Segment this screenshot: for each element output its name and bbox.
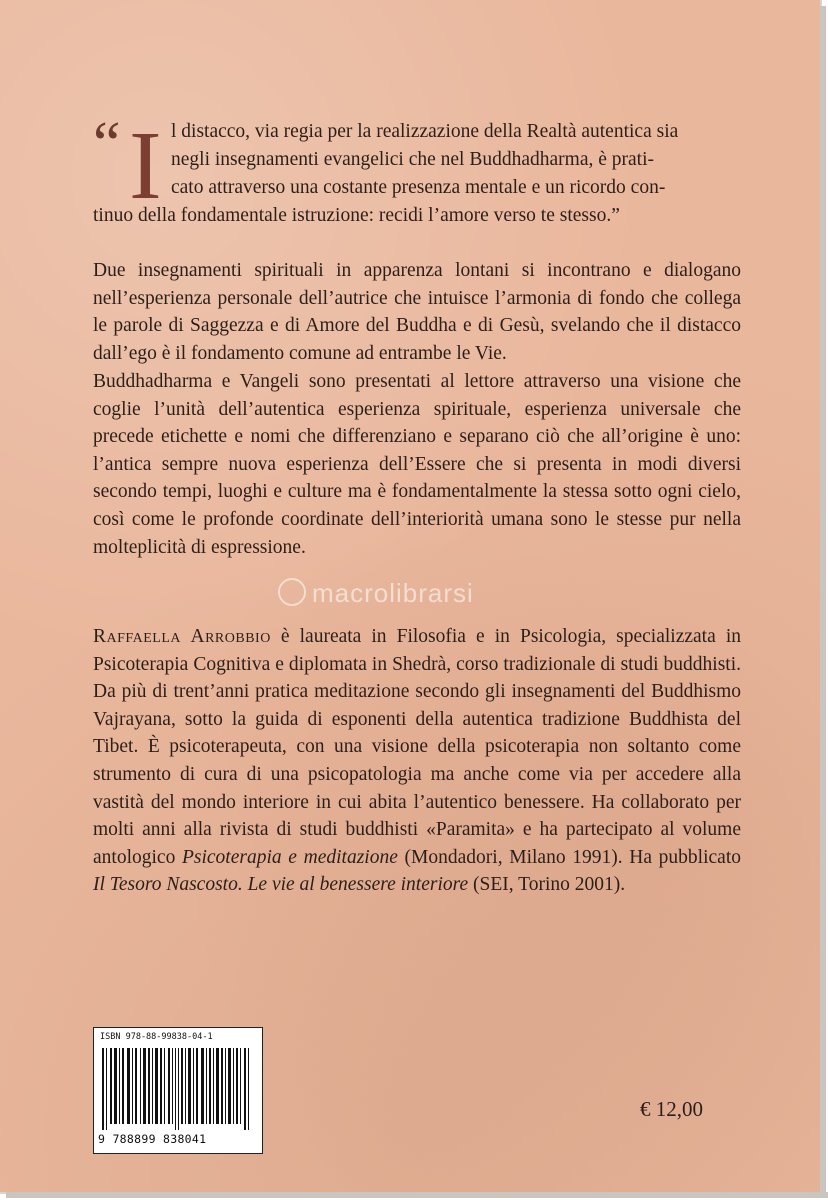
price-label: € 12,00 <box>640 1097 703 1121</box>
quote-line: negli insegnamenti evangelici che nel Buddhadharma, è prati- <box>171 149 654 170</box>
bio-text: (Mondadori, Milano 1991). Ha pubblicato <box>397 846 741 868</box>
description-paragraph-2: Buddhadharma e Vangeli sono presentati al lettore attraverso una visione che coglie l’unità dell’autentica esperienza spirituale, esperienza universale che precede etichette e nomi che differenziano e separano ciò che all’origine è uno: l’antica sempre nuova esperienza dell’Essere che si presenta in modi diversi secondo tempi, luoghi e culture ma è fondamentalmente la stessa sotto ogni cielo, così come le profonde coordinate dell’interiorità umana sono le stesse pur nella molteplicità di espressione. <box>93 371 741 558</box>
quote-line: cato attraverso una costante presenza mentale e un ricordo con- <box>171 177 666 198</box>
author-bio <box>93 623 741 899</box>
drop-cap-letter: I <box>129 112 162 220</box>
book-title-1: Psicoterapia e meditazione <box>181 846 398 868</box>
bio-text: (SEI, Torino 2001). <box>468 874 626 896</box>
cover-shadow-bottom <box>6 1192 828 1198</box>
quote-line: tinuo della fondamentale istruzione: recidi l’amore verso te stesso.” <box>93 205 620 226</box>
opening-quote-mark: “ <box>93 110 121 178</box>
watermark-text: macrolibrarsi <box>312 578 474 608</box>
watermark <box>278 578 474 609</box>
isbn-label: ISBN 978-88-99838-04-1 <box>100 1032 213 1042</box>
isbn-barcode <box>93 1027 263 1154</box>
cover-shadow-right <box>820 6 826 1198</box>
barcode-digits: 9 788899 838041 <box>98 1132 207 1146</box>
barcode-bars <box>102 1048 252 1130</box>
watermark-logo-icon <box>278 578 306 606</box>
quote-line: l distacco, via regia per la realizzazione della Realtà autentica sia <box>171 121 679 142</box>
description-paragraph-1: Due insegnamenti spirituali in apparenza lontani si incontrano e dialogano nell’esperienza personale dell’autrice che intuisce l’armonia di fondo che collega le parole di Saggezza e di Amore del Buddha e di Gesù, svelando che il distacco dall’ego è il fondamento comune ad entrambe le Vie. <box>93 260 741 364</box>
book-title-2: Il Tesoro Nascosto. Le vie al benessere interiore <box>93 874 469 896</box>
quote-text <box>93 110 741 230</box>
bio-text: è laureata in Filosofia e in Psicologia, specializzata in Psicoterapia Cognitiva e diplomata in Shedrà, corso tradizionale di studi buddhisti. Da più di trent’anni pratica meditazione secondo gli insegnamenti del Buddhismo Vajrayana, sotto la guida di esponenti della autentica tradizione Buddhista del Tibet. È psicoterapeuta, con una visione della psicoterapia non soltanto come strumento di cura di una psicopatologia ma anche come via per accedere alla vastità del mondo interiore in cui abita l’autentico benessere. Ha collaborato per molti anni alla rivista di studi buddhisti «Paramita» e ha partecipato al volume antologico <box>93 626 741 868</box>
author-name: Raffaella Arrobbio <box>93 626 271 647</box>
